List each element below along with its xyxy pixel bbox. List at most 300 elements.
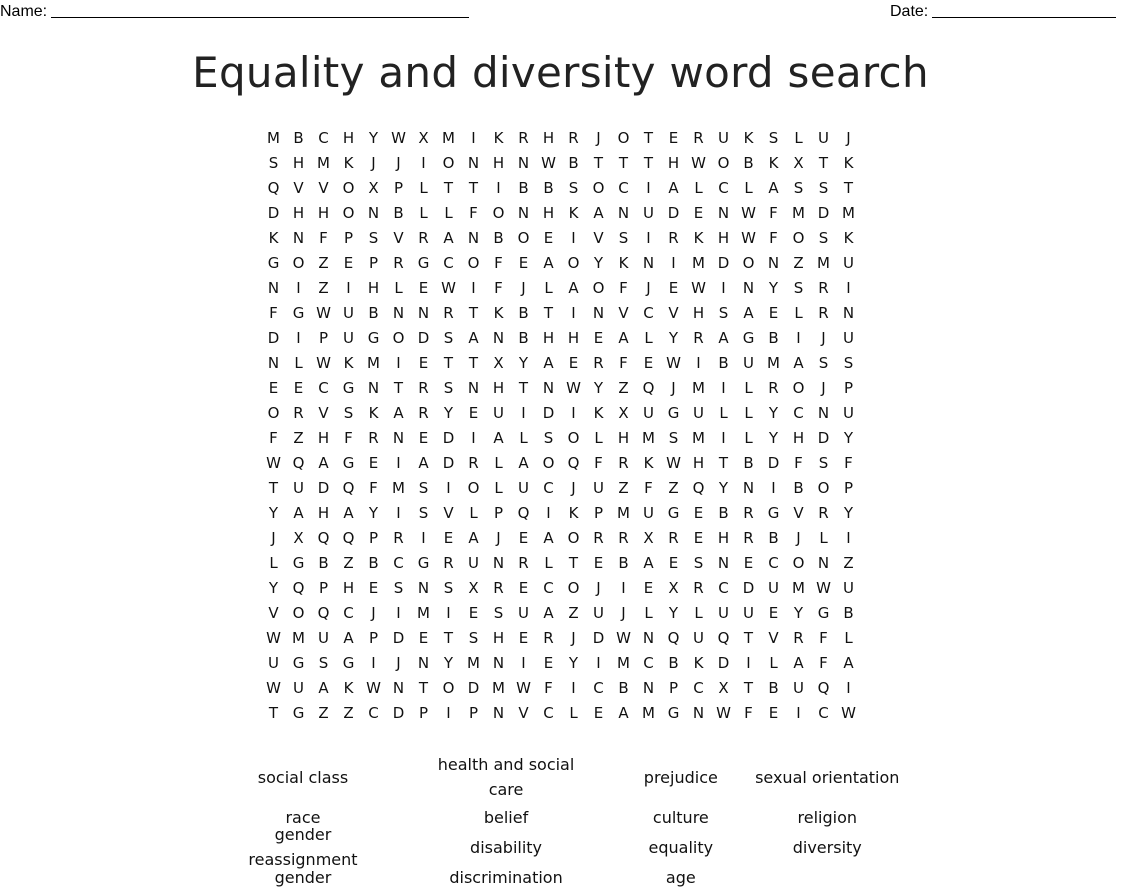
grid-letter[interactable]: D [767, 453, 780, 472]
grid-letter[interactable]: Y [443, 403, 454, 422]
grid-letter[interactable]: N [492, 653, 505, 672]
grid-letter[interactable]: C [393, 553, 404, 572]
grid-letter[interactable]: I [721, 378, 726, 397]
grid-letter[interactable]: I [646, 178, 651, 197]
grid-letter[interactable]: R [443, 553, 454, 572]
grid-letter[interactable]: N [817, 553, 830, 572]
grid-letter[interactable]: H [342, 128, 355, 147]
grid-letter[interactable]: E [418, 278, 429, 297]
grid-letter[interactable]: J [796, 528, 801, 547]
grid-letter[interactable]: S [793, 278, 804, 297]
grid-letter[interactable]: G [267, 253, 280, 272]
grid-letter[interactable]: R [518, 553, 529, 572]
grid-letter[interactable]: I [371, 653, 376, 672]
grid-letter[interactable]: O [567, 578, 580, 597]
grid-letter[interactable]: D [392, 628, 405, 647]
grid-letter[interactable]: T [568, 553, 579, 572]
grid-letter[interactable]: W [741, 203, 756, 222]
grid-letter[interactable]: J [821, 378, 826, 397]
grid-letter[interactable]: P [368, 253, 379, 272]
grid-letter[interactable]: S [343, 403, 354, 422]
grid-letter[interactable]: O [792, 378, 805, 397]
grid-letter[interactable]: E [518, 628, 529, 647]
grid-letter[interactable]: T [443, 178, 454, 197]
grid-letter[interactable]: C [793, 403, 804, 422]
grid-letter[interactable]: U [693, 403, 704, 422]
grid-letter[interactable]: E [593, 553, 604, 572]
grid-letter[interactable]: A [493, 428, 504, 447]
grid-letter[interactable]: W [616, 628, 631, 647]
grid-letter[interactable]: N [367, 378, 380, 397]
grid-letter[interactable]: I [471, 428, 476, 447]
grid-letter[interactable]: W [541, 153, 556, 172]
grid-letter[interactable]: D [817, 203, 830, 222]
grid-letter[interactable]: W [666, 453, 681, 472]
grid-letter[interactable]: G [667, 503, 680, 522]
grid-letter[interactable]: K [743, 128, 754, 147]
grid-letter[interactable]: P [368, 628, 379, 647]
grid-letter[interactable]: W [316, 303, 331, 322]
grid-letter[interactable]: U [643, 503, 654, 522]
grid-letter[interactable]: U [293, 478, 304, 497]
grid-letter[interactable]: H [317, 428, 330, 447]
grid-letter[interactable]: D [417, 328, 430, 347]
grid-letter[interactable]: N [742, 278, 755, 297]
grid-letter[interactable]: I [446, 478, 451, 497]
grid-letter[interactable]: V [293, 178, 304, 197]
grid-letter[interactable]: I [421, 528, 426, 547]
grid-letter[interactable]: K [268, 228, 279, 247]
grid-letter[interactable]: A [318, 453, 329, 472]
grid-letter[interactable]: T [518, 378, 529, 397]
grid-letter[interactable]: C [618, 178, 629, 197]
grid-letter[interactable]: F [494, 253, 503, 272]
grid-letter[interactable]: R [743, 528, 754, 547]
grid-letter[interactable]: T [468, 303, 479, 322]
grid-letter[interactable]: S [443, 578, 454, 597]
grid-letter[interactable]: A [618, 703, 629, 722]
grid-letter[interactable]: T [643, 128, 654, 147]
grid-letter[interactable]: J [371, 603, 376, 622]
grid-letter[interactable]: X [293, 528, 304, 547]
grid-letter[interactable]: L [744, 403, 753, 422]
grid-letter[interactable]: N [467, 378, 480, 397]
grid-letter[interactable]: A [343, 628, 354, 647]
grid-letter[interactable]: G [367, 328, 380, 347]
grid-letter[interactable]: C [643, 303, 654, 322]
grid-letter[interactable]: G [417, 253, 430, 272]
grid-letter[interactable]: E [668, 278, 679, 297]
grid-letter[interactable]: T [743, 628, 754, 647]
grid-letter[interactable]: M [492, 678, 505, 697]
grid-letter[interactable]: S [818, 228, 829, 247]
grid-letter[interactable]: P [418, 703, 429, 722]
grid-letter[interactable]: G [342, 378, 355, 397]
grid-letter[interactable]: A [618, 328, 629, 347]
grid-letter[interactable]: L [644, 603, 653, 622]
grid-letter[interactable]: I [721, 428, 726, 447]
grid-letter[interactable]: M [842, 203, 855, 222]
grid-letter[interactable]: E [368, 578, 379, 597]
grid-letter[interactable]: J [596, 128, 601, 147]
grid-letter[interactable]: B [368, 303, 379, 322]
grid-letter[interactable]: H [792, 428, 805, 447]
grid-letter[interactable]: Y [593, 253, 604, 272]
grid-letter[interactable]: B [518, 328, 529, 347]
grid-letter[interactable]: C [343, 603, 354, 622]
grid-letter[interactable]: B [618, 553, 629, 572]
grid-letter[interactable]: W [366, 678, 381, 697]
grid-letter[interactable]: R [443, 303, 454, 322]
grid-letter[interactable]: H [492, 153, 505, 172]
grid-letter[interactable]: K [593, 403, 604, 422]
grid-letter[interactable]: G [417, 553, 430, 572]
grid-letter[interactable]: W [441, 278, 456, 297]
grid-letter[interactable]: G [292, 653, 305, 672]
grid-letter[interactable]: C [543, 703, 554, 722]
grid-letter[interactable]: C [368, 703, 379, 722]
grid-letter[interactable]: S [768, 128, 779, 147]
grid-letter[interactable]: D [717, 653, 730, 672]
grid-letter[interactable]: F [819, 628, 828, 647]
grid-letter[interactable]: Z [293, 428, 304, 447]
grid-letter[interactable]: B [718, 503, 729, 522]
grid-letter[interactable]: W [691, 153, 706, 172]
grid-letter[interactable]: L [769, 653, 778, 672]
grid-letter[interactable]: S [543, 428, 554, 447]
grid-letter[interactable]: I [846, 278, 851, 297]
grid-letter[interactable]: M [642, 428, 655, 447]
grid-letter[interactable]: N [542, 378, 555, 397]
grid-letter[interactable]: R [693, 578, 704, 597]
grid-letter[interactable]: S [418, 503, 429, 522]
grid-letter[interactable]: Y [443, 653, 454, 672]
grid-letter[interactable]: F [319, 228, 328, 247]
grid-letter[interactable]: W [266, 628, 281, 647]
grid-letter[interactable]: H [617, 428, 630, 447]
grid-letter[interactable]: S [718, 303, 729, 322]
grid-letter[interactable]: S [818, 178, 829, 197]
grid-letter[interactable]: Y [268, 503, 279, 522]
grid-letter[interactable]: N [717, 553, 730, 572]
grid-letter[interactable]: K [643, 453, 654, 472]
grid-letter[interactable]: R [393, 253, 404, 272]
grid-letter[interactable]: W [266, 453, 281, 472]
grid-letter[interactable]: L [419, 178, 428, 197]
grid-letter[interactable]: Q [667, 628, 680, 647]
grid-letter[interactable]: H [692, 303, 705, 322]
grid-letter[interactable]: I [546, 503, 551, 522]
grid-letter[interactable]: O [817, 478, 830, 497]
grid-letter[interactable]: G [292, 303, 305, 322]
grid-letter[interactable]: O [717, 153, 730, 172]
grid-letter[interactable]: C [818, 703, 829, 722]
grid-letter[interactable]: A [643, 553, 654, 572]
grid-letter[interactable]: E [343, 253, 354, 272]
grid-letter[interactable]: N [392, 678, 405, 697]
grid-letter[interactable]: Y [268, 578, 279, 597]
grid-letter[interactable]: Z [618, 378, 629, 397]
grid-letter[interactable]: T [643, 153, 654, 172]
grid-letter[interactable]: B [493, 228, 504, 247]
grid-letter[interactable]: B [618, 678, 629, 697]
grid-letter[interactable]: Z [843, 553, 854, 572]
grid-letter[interactable]: C [543, 478, 554, 497]
grid-letter[interactable]: R [818, 503, 829, 522]
grid-letter[interactable]: M [417, 603, 430, 622]
grid-letter[interactable]: R [818, 303, 829, 322]
grid-letter[interactable]: K [618, 253, 629, 272]
grid-letter[interactable]: Q [292, 578, 305, 597]
grid-letter[interactable]: K [843, 228, 854, 247]
grid-letter[interactable]: D [317, 478, 330, 497]
grid-letter[interactable]: F [844, 453, 853, 472]
grid-letter[interactable]: R [543, 628, 554, 647]
grid-letter[interactable]: U [693, 628, 704, 647]
grid-letter[interactable]: M [792, 203, 805, 222]
grid-letter[interactable]: U [268, 653, 279, 672]
grid-letter[interactable]: F [344, 428, 353, 447]
grid-letter[interactable]: D [717, 253, 730, 272]
grid-letter[interactable]: Y [718, 478, 729, 497]
grid-letter[interactable]: N [492, 328, 505, 347]
grid-letter[interactable]: U [343, 328, 354, 347]
grid-letter[interactable]: O [292, 253, 305, 272]
grid-letter[interactable]: Z [793, 253, 804, 272]
grid-letter[interactable]: F [494, 278, 503, 297]
grid-letter[interactable]: O [592, 178, 605, 197]
grid-letter[interactable]: U [743, 353, 754, 372]
grid-letter[interactable]: B [743, 153, 754, 172]
grid-letter[interactable]: L [794, 128, 803, 147]
grid-letter[interactable]: I [296, 328, 301, 347]
grid-letter[interactable]: A [518, 453, 529, 472]
grid-letter[interactable]: I [571, 303, 576, 322]
grid-letter[interactable]: A [343, 503, 354, 522]
grid-letter[interactable]: H [292, 203, 305, 222]
grid-letter[interactable]: F [369, 478, 378, 497]
grid-letter[interactable]: J [846, 128, 851, 147]
grid-letter[interactable]: E [368, 453, 379, 472]
grid-letter[interactable]: P [343, 228, 354, 247]
grid-letter[interactable]: N [817, 403, 830, 422]
grid-letter[interactable]: R [768, 378, 779, 397]
grid-letter[interactable]: E [443, 528, 454, 547]
grid-letter[interactable]: M [617, 653, 630, 672]
grid-letter[interactable]: V [668, 303, 679, 322]
grid-letter[interactable]: F [544, 678, 553, 697]
grid-letter[interactable]: D [467, 678, 480, 697]
grid-letter[interactable]: W [741, 228, 756, 247]
grid-letter[interactable]: L [544, 553, 553, 572]
grid-letter[interactable]: X [368, 178, 379, 197]
grid-letter[interactable]: Q [292, 453, 305, 472]
grid-letter[interactable]: B [518, 178, 529, 197]
grid-letter[interactable]: H [542, 328, 555, 347]
grid-letter[interactable]: L [394, 278, 403, 297]
grid-letter[interactable]: A [793, 353, 804, 372]
grid-letter[interactable]: Z [618, 478, 629, 497]
grid-letter[interactable]: O [567, 253, 580, 272]
date-blank-line[interactable] [932, 17, 1116, 18]
grid-letter[interactable]: O [792, 228, 805, 247]
grid-letter[interactable]: R [518, 128, 529, 147]
grid-letter[interactable]: E [418, 428, 429, 447]
grid-letter[interactable]: U [343, 303, 354, 322]
grid-letter[interactable]: R [668, 528, 679, 547]
grid-letter[interactable]: P [843, 378, 854, 397]
grid-letter[interactable]: L [544, 278, 553, 297]
grid-letter[interactable]: Y [768, 278, 779, 297]
grid-letter[interactable]: V [393, 228, 404, 247]
grid-letter[interactable]: I [471, 278, 476, 297]
grid-letter[interactable]: Q [517, 503, 530, 522]
grid-letter[interactable]: I [846, 528, 851, 547]
grid-letter[interactable]: V [618, 303, 629, 322]
grid-letter[interactable]: K [843, 153, 854, 172]
grid-letter[interactable]: A [593, 203, 604, 222]
grid-letter[interactable]: O [392, 328, 405, 347]
grid-letter[interactable]: X [643, 528, 654, 547]
grid-letter[interactable]: H [317, 503, 330, 522]
grid-letter[interactable]: O [742, 253, 755, 272]
grid-letter[interactable]: Y [518, 353, 529, 372]
grid-letter[interactable]: Y [668, 603, 679, 622]
grid-letter[interactable]: O [567, 428, 580, 447]
grid-letter[interactable]: P [368, 528, 379, 547]
grid-letter[interactable]: Y [593, 378, 604, 397]
grid-letter[interactable]: Z [318, 703, 329, 722]
grid-letter[interactable]: M [692, 428, 705, 447]
grid-letter[interactable]: F [269, 428, 278, 447]
grid-letter[interactable]: E [593, 328, 604, 347]
grid-letter[interactable]: A [468, 328, 479, 347]
grid-letter[interactable]: A [393, 403, 404, 422]
grid-letter[interactable]: E [668, 553, 679, 572]
grid-letter[interactable]: R [693, 328, 704, 347]
grid-letter[interactable]: I [521, 653, 526, 672]
grid-letter[interactable]: F [769, 228, 778, 247]
grid-letter[interactable]: C [718, 578, 729, 597]
grid-letter[interactable]: A [768, 178, 779, 197]
grid-letter[interactable]: M [292, 628, 305, 647]
grid-letter[interactable]: R [493, 578, 504, 597]
grid-letter[interactable]: E [543, 653, 554, 672]
grid-letter[interactable]: Q [317, 603, 330, 622]
grid-letter[interactable]: M [692, 253, 705, 272]
grid-letter[interactable]: E [468, 403, 479, 422]
grid-letter[interactable]: N [292, 228, 305, 247]
grid-letter[interactable]: O [592, 278, 605, 297]
grid-letter[interactable]: E [768, 603, 779, 622]
grid-letter[interactable]: S [418, 478, 429, 497]
grid-letter[interactable]: N [642, 628, 655, 647]
grid-letter[interactable]: Y [843, 503, 854, 522]
grid-letter[interactable]: U [843, 578, 854, 597]
grid-letter[interactable]: A [468, 528, 479, 547]
grid-letter[interactable]: Q [642, 378, 655, 397]
grid-letter[interactable]: F [619, 278, 628, 297]
grid-letter[interactable]: G [292, 553, 305, 572]
grid-letter[interactable]: C [643, 653, 654, 672]
grid-letter[interactable]: I [721, 278, 726, 297]
grid-letter[interactable]: T [268, 703, 279, 722]
grid-letter[interactable]: O [567, 528, 580, 547]
grid-letter[interactable]: U [468, 553, 479, 572]
grid-letter[interactable]: A [543, 528, 554, 547]
grid-letter[interactable]: I [596, 653, 601, 672]
grid-letter[interactable]: S [568, 178, 579, 197]
grid-letter[interactable]: L [269, 553, 278, 572]
grid-letter[interactable]: O [542, 453, 555, 472]
grid-letter[interactable]: B [543, 178, 554, 197]
grid-letter[interactable]: V [593, 228, 604, 247]
grid-letter[interactable]: U [843, 253, 854, 272]
grid-letter[interactable]: A [843, 653, 854, 672]
grid-letter[interactable]: A [793, 653, 804, 672]
grid-letter[interactable]: A [718, 328, 729, 347]
grid-letter[interactable]: R [618, 453, 629, 472]
grid-letter[interactable]: M [442, 128, 455, 147]
grid-letter[interactable]: W [716, 703, 731, 722]
grid-letter[interactable]: V [793, 503, 804, 522]
grid-letter[interactable]: M [392, 478, 405, 497]
grid-letter[interactable]: Y [768, 403, 779, 422]
grid-letter[interactable]: I [446, 603, 451, 622]
grid-letter[interactable]: E [268, 378, 279, 397]
grid-letter[interactable]: O [267, 403, 280, 422]
grid-letter[interactable]: F [644, 478, 653, 497]
grid-letter[interactable]: I [621, 578, 626, 597]
grid-letter[interactable]: Q [342, 478, 355, 497]
grid-letter[interactable]: S [318, 653, 329, 672]
grid-letter[interactable]: K [343, 678, 354, 697]
grid-letter[interactable]: E [418, 353, 429, 372]
grid-letter[interactable]: E [518, 528, 529, 547]
grid-letter[interactable]: I [796, 328, 801, 347]
grid-letter[interactable]: H [317, 203, 330, 222]
grid-letter[interactable]: T [818, 153, 829, 172]
grid-letter[interactable]: L [744, 178, 753, 197]
grid-letter[interactable]: T [393, 378, 404, 397]
grid-letter[interactable]: Y [368, 503, 379, 522]
grid-letter[interactable]: I [846, 678, 851, 697]
grid-letter[interactable]: U [518, 603, 529, 622]
grid-letter[interactable]: Z [568, 603, 579, 622]
grid-letter[interactable]: V [443, 503, 454, 522]
grid-letter[interactable]: M [367, 353, 380, 372]
grid-letter[interactable]: J [571, 478, 576, 497]
grid-letter[interactable]: A [418, 453, 429, 472]
grid-letter[interactable]: V [268, 603, 279, 622]
grid-letter[interactable]: X [493, 353, 504, 372]
grid-letter[interactable]: L [569, 703, 578, 722]
grid-letter[interactable]: Z [343, 553, 354, 572]
grid-letter[interactable]: B [318, 553, 329, 572]
grid-letter[interactable]: I [446, 703, 451, 722]
grid-letter[interactable]: D [817, 428, 830, 447]
grid-letter[interactable]: A [543, 353, 554, 372]
grid-letter[interactable]: L [694, 178, 703, 197]
grid-letter[interactable]: J [371, 153, 376, 172]
grid-letter[interactable]: W [516, 678, 531, 697]
grid-letter[interactable]: B [718, 353, 729, 372]
grid-letter[interactable]: K [368, 403, 379, 422]
grid-letter[interactable]: L [419, 203, 428, 222]
grid-letter[interactable]: M [267, 128, 280, 147]
grid-letter[interactable]: Q [567, 453, 580, 472]
grid-letter[interactable]: Y [768, 428, 779, 447]
